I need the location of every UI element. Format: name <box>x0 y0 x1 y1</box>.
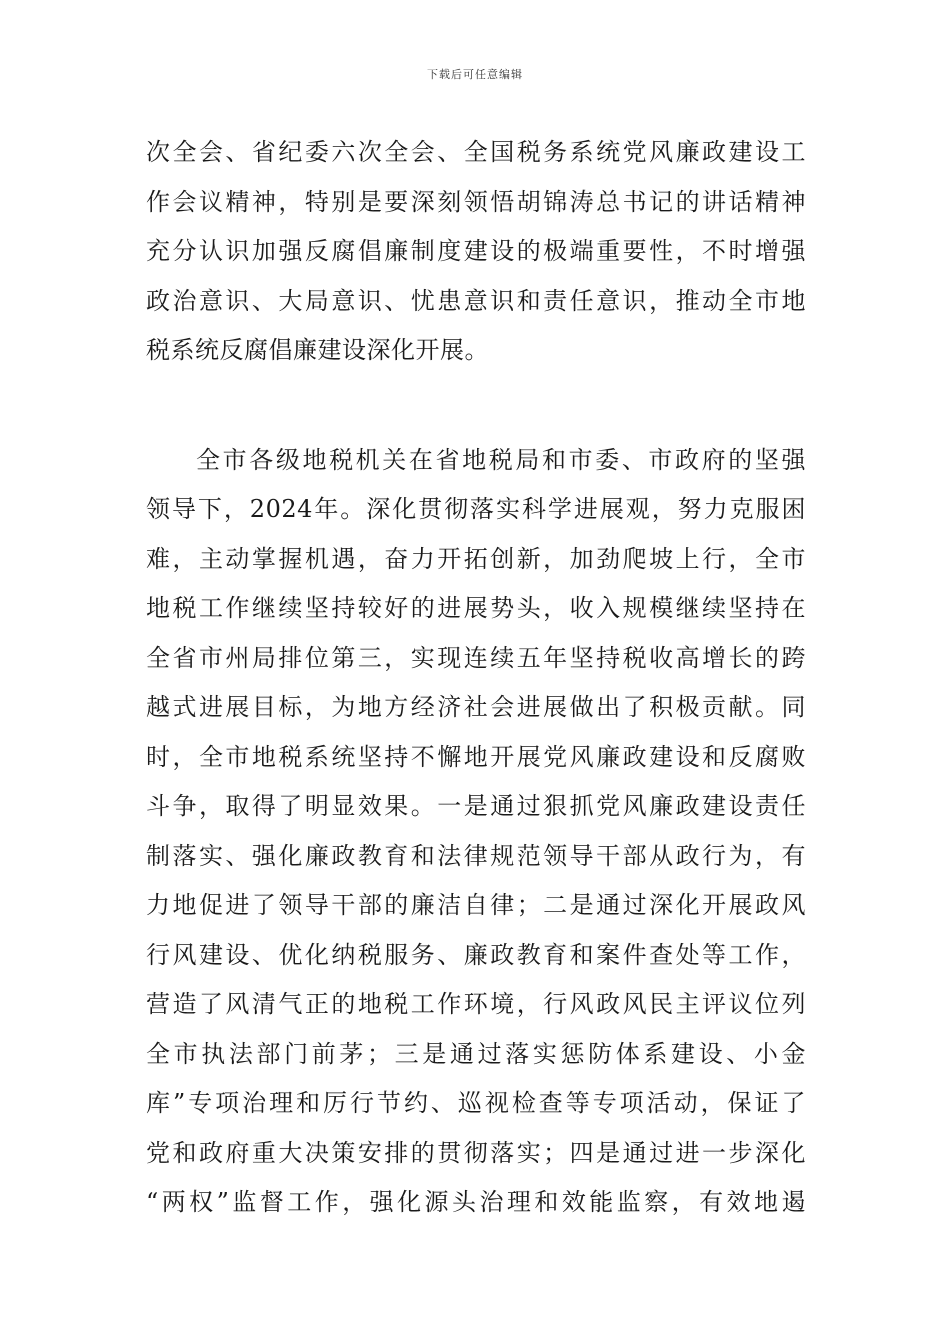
paragraph-1 <box>146 128 806 376</box>
text-line: 全市各级地税机关在省地税局和市委、市政府的坚强 <box>196 445 806 474</box>
text-line: 次全会、省纪委六次全会、全国税务系统党风廉政建设工 <box>146 138 806 166</box>
text-line: 全省市州局排位第三，实现连续五年坚持税收高增长的跨 <box>146 643 806 672</box>
text-line: 库”专项治理和厉行节约、巡视检查等专项活动，保证了 <box>146 1089 806 1117</box>
text-line: 越式进展目标，为地方经济社会进展做出了积极贡献。同 <box>146 693 806 721</box>
page-header-note: 下载后可任意编辑 <box>427 68 523 81</box>
text-line: 难，主动掌握机遇，奋力开拓创新，加劲爬坡上行，全市 <box>146 544 806 573</box>
text-line: 斗争，取得了明显效果。一是通过狠抓党风廉政建设责任 <box>146 792 806 820</box>
text-line: 行风建设、优化纳税服务、廉政教育和案件查处等工作， <box>146 940 806 969</box>
text-line: 党和政府重大决策安排的贯彻落实；四是通过进一步深化 <box>146 1138 806 1167</box>
text-line: 政治意识、大局意识、忧患意识和责任意识，推动全市地 <box>146 286 806 315</box>
text-line: 力地促进了领导干部的廉洁自律；二是通过深化开展政风 <box>146 891 806 919</box>
text-line: 领导下，2024年。深化贯彻落实科学进展观，努力克服困 <box>146 495 806 523</box>
text-line: 制落实、强化廉政教育和法律规范领导干部从政行为，有 <box>146 841 806 870</box>
text-line: 全市执法部门前茅；三是通过落实惩防体系建设、小金 <box>146 1039 806 1068</box>
document-body <box>146 128 806 1228</box>
text-line: 营造了风清气正的地税工作环境，行风政风民主评议位列 <box>146 990 806 1018</box>
paragraph-2 <box>146 436 806 1228</box>
text-line: 作会议精神，特别是要深刻领悟胡锦涛总书记的讲话精神 <box>146 187 806 216</box>
text-line: 时，全市地税系统坚持不懈地开展党风廉政建设和反腐败 <box>146 742 806 771</box>
paragraph-spacer <box>146 376 806 436</box>
text-line: 地税工作继续坚持较好的进展势头，收入规模继续坚持在 <box>146 594 806 622</box>
text-line: “两权”监督工作，强化源头治理和效能监察，有效地遏 <box>146 1188 806 1216</box>
text-line: 税系统反腐倡廉建设深化开展。 <box>146 336 489 364</box>
text-line: 充分认识加强反腐倡廉制度建设的极端重要性，不时增强 <box>146 237 806 265</box>
